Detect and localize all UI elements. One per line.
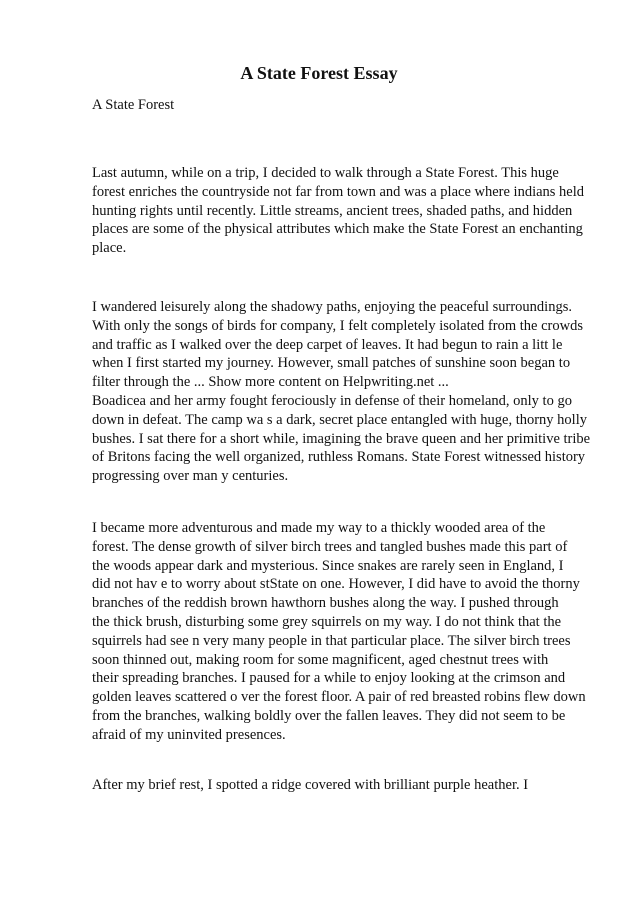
paragraph-line: down in defeat. The camp wa s a dark, secret place entangled with huge, thorny holly [92, 411, 587, 428]
paragraph-line: After my brief rest, I spotted a ridge covered with brilliant purple heather. I [92, 777, 529, 793]
paragraph-line: filter through the ... Show more content on Helpwriting.net ... [92, 374, 449, 391]
paragraph-line: Boadicea and her army fought ferociously in defense of their homeland, only to go [92, 392, 572, 409]
paragraph-line: place. [92, 240, 127, 257]
document-title: A State Forest Essay [240, 63, 398, 83]
paragraph-line: places are some of the physical attributes which make the State Forest an enchanting [92, 221, 583, 238]
paragraph-line: With only the songs of birds for company, I felt completely isolated from the crowds [92, 317, 583, 334]
paragraph-line: forest enriches the countryside not far from town and was a place where indians held [92, 183, 585, 200]
paragraph-line: the woods appear dark and mysterious. Since snakes are rarely seen in England, I [92, 557, 564, 574]
paragraph-line: squirrels had see n very many people in that particular place. The silver birch trees [92, 632, 571, 649]
paragraph-line: from the branches, walking boldly over the fallen leaves. They did not seem to be [92, 707, 566, 724]
paragraph-line: Last autumn, while on a trip, I decided to walk through a State Forest. This huge [92, 165, 559, 181]
paragraph-line: forest. The dense growth of silver birch trees and tangled bushes made this part of [92, 538, 568, 555]
paragraph-line: golden leaves scattered o ver the forest floor. A pair of red breasted robins flew down [92, 689, 586, 706]
paragraph-line: and traffic as I walked over the deep carpet of leaves. It had begun to rain a litt le [92, 336, 563, 353]
paragraph-1 [92, 164, 612, 258]
paragraph-line: afraid of my uninvited presences. [92, 726, 286, 743]
paragraph-line: of Britons facing the well organized, ruthless Romans. State Forest witnessed history [92, 449, 586, 466]
paragraph-3 [92, 519, 612, 745]
paragraph-line: when I first started my journey. However, small patches of sunshine soon began to [92, 355, 571, 372]
paragraph-4 [92, 776, 612, 795]
paragraph-line: the thick brush, disturbing some grey squirrels on my way. I do not think that the [92, 613, 562, 630]
document-subtitle: A State Forest [92, 97, 175, 113]
paragraph-line: their spreading branches. I paused for a while to enjoy looking at the crimson and [92, 670, 566, 687]
paragraph-line: I became more adventurous and made my way to a thickly wooded area of the [92, 520, 546, 536]
paragraph-line: hunting rights until recently. Little streams, ancient trees, shaded paths, and hidden [92, 202, 573, 219]
paragraph-line: I wandered leisurely along the shadowy paths, enjoying the peaceful surroundings. [92, 299, 572, 315]
paragraph-line: bushes. I sat there for a short while, imagining the brave queen and her primitive tribe [92, 430, 591, 447]
paragraph-line: progressing over man y centuries. [92, 468, 289, 485]
paragraph-line: did not hav e to worry about stState on one. However, I did have to avoid the thorny [92, 576, 580, 593]
paragraph-2 [92, 298, 612, 486]
paragraph-line: branches of the reddish brown hawthorn bushes along the way. I pushed through [92, 595, 559, 612]
paragraph-line: soon thinned out, making room for some magnificent, aged chestnut trees with [92, 651, 549, 668]
